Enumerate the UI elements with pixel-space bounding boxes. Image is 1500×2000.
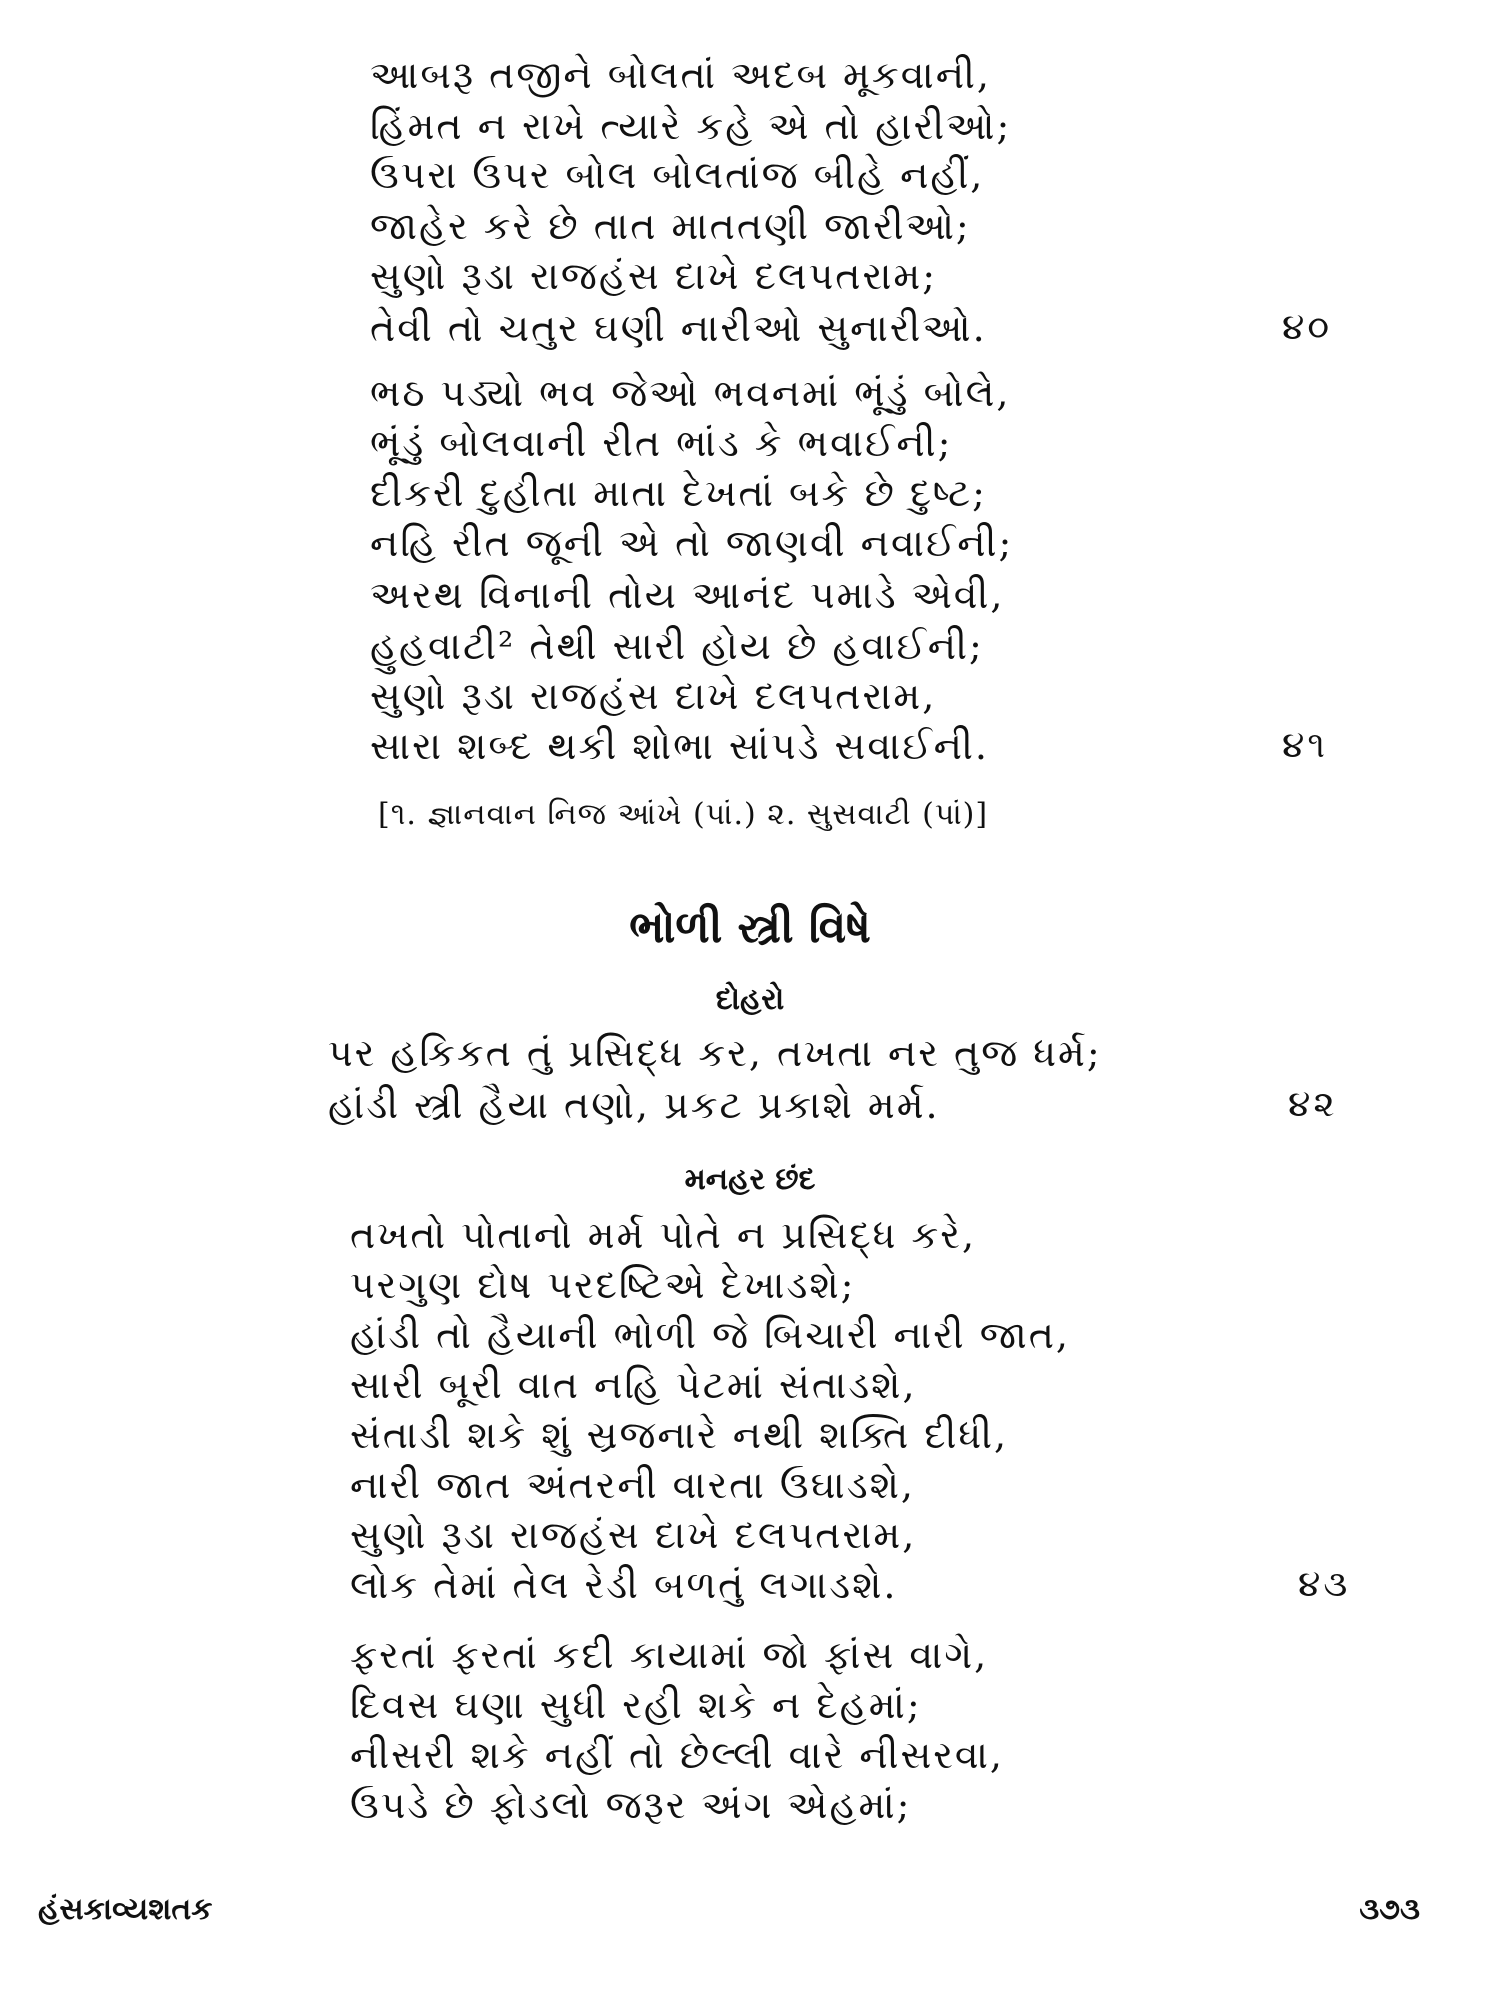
verse-line: આબરૂ તજીને બોલતાં અદબ મૂકવાની, (370, 53, 991, 97)
page-number: ૩૭૩ (1359, 1892, 1420, 1927)
verse-line: નારી જાત અંતરની વારતા ઉઘાડશે, (350, 1463, 915, 1507)
verse-line: પર હકિકત તું પ્રસિદ્ધ કર, તખતા નર તુજ ધર્મ; (328, 1031, 1102, 1075)
verse-line: નીસરી શકે નહીં તો છેલ્લી વારે નીસરવા, (350, 1733, 1004, 1777)
verse-line: ઉપડે છે ફોડલો જરૂર અંગ એહમાં; (350, 1783, 912, 1827)
verse-line: જાહેર કરે છે તાત માતતણી જારીઓ; (370, 204, 971, 248)
verse-line: હુહવાટી² તેથી સારી હોય છે હવાઈની; (370, 624, 984, 668)
verse-line: હિંમત ન રાખે ત્યારે કહે એ તો હારીઓ; (370, 104, 1012, 148)
verse-line: ભઠ પડ્યો ભવ જેઓ ભવનમાં ભૂંડું બોલે, (370, 371, 1011, 415)
verse-line: સારી બૂરી વાત નહિ પેટમાં સંતાડશે, (350, 1363, 917, 1407)
verse-number: ૪૩ (1298, 1564, 1351, 1605)
verse-number: ૪૦ (1282, 307, 1332, 348)
verse-line: અરથ વિનાની તોય આનંદ પમાડે એવી, (370, 573, 1005, 617)
verse-line: દીકરી દુહીતા માતા દેખતાં બકે છે દુષ્ટ; (370, 471, 987, 515)
verse-line: હાંડી સ્ત્રી હૈયા તણો, પ્રકટ પ્રકાશે મર્મ. (328, 1083, 940, 1127)
meter-heading-doharo: દોહરો (715, 982, 785, 1017)
verse-line: સંતાડી શકે શું સ્રજનારે નથી શક્તિ દીધી, (350, 1413, 1009, 1457)
book-title-footer: હંસકાવ્યશતક (38, 1892, 213, 1927)
verse-line: હાંડી તો હૈયાની ભોળી જે બિચારી નારી જાત, (350, 1313, 1070, 1357)
verse-line: ભૂંડું બોલવાની રીત ભાંડ કે ભવાઈની; (370, 421, 953, 465)
verse-line: પરગુણ દોષ પરદષ્ટિએ દેખાડશે; (350, 1263, 856, 1307)
verse-line: દિવસ ઘણા સુધી રહી શકે ન દેહમાં; (350, 1683, 922, 1727)
verse-line: સારા શબ્દ થકી શોભા સાંપડે સવાઈની. (370, 724, 989, 768)
verse-line: સુણો રૂડા રાજહંસ દાખે દલપતરામ, (370, 674, 937, 718)
verse-line: ઉપરા ઉપર બોલ બોલતાંજ બીહે નહીં, (370, 153, 985, 197)
verse-number: ૪૨ (1288, 1084, 1338, 1125)
footnote: [૧. જ્ઞાનવાન નિજ આંખે (પાં.) ૨. સુસવાટી (પાં)] (378, 797, 989, 832)
verse-number: ૪૧ (1282, 725, 1328, 766)
meter-heading-manhar: મનહર છંદ (684, 1162, 816, 1197)
verse-line: સુણો રૂડા રાજહંસ દાખે દલપતરામ; (370, 254, 938, 298)
verse-line: તખતો પોતાનો મર્મ પોતે ન પ્રસિદ્ધ કરે, (350, 1213, 977, 1257)
verse-line: લોક તેમાં તેલ રેડી બળતું લગાડશે. (350, 1563, 898, 1607)
verse-line: સુણો રૂડા રાજહંસ દાખે દલપતરામ, (350, 1513, 917, 1557)
verse-line: તેવી તો ચતુર ઘણી નારીઓ સુનારીઓ. (370, 306, 987, 350)
verse-line: નહિ રીત જૂની એ તો જાણવી નવાઈની; (370, 521, 1014, 565)
verse-line: ફરતાં ફરતાં કદી કાયામાં જો ફાંસ વાગે, (350, 1633, 989, 1677)
section-title: ભોળી સ્ત્રી વિષે (629, 902, 871, 953)
